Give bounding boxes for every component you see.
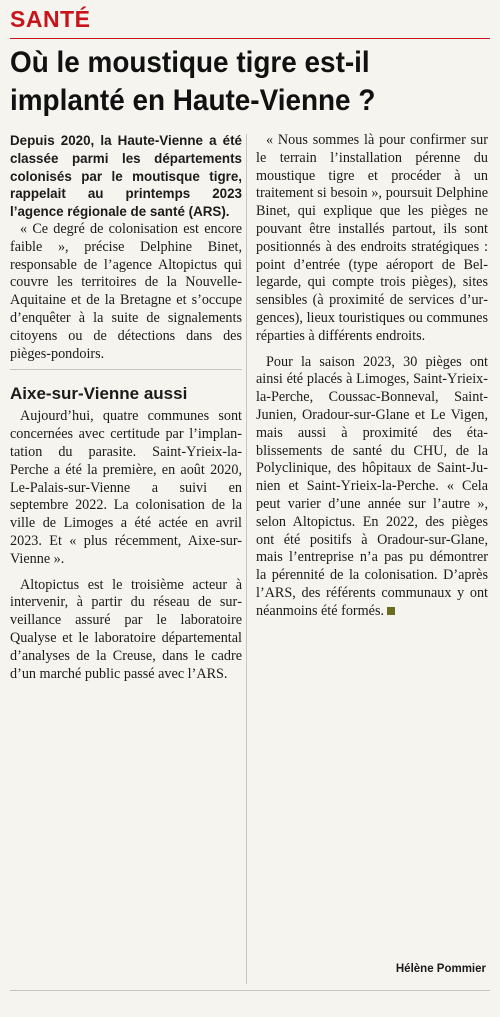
body-paragraph-3: Altopictus est le troisième acteur à intervenir, à partir du réseau de surveillance assuré par le laboratoire Qualyse et le laboratoire départemental d’analyses de la Creuse, dans le cadre d’un marché public passé avec l’ARS.: [10, 576, 242, 682]
body-paragraph-2: Aujourd’hui, quatre communes sont concernées avec certitude par l’implantation du parasite. Saint-Yrieix-la-Perche a été la première, en août 2020, Le-Palais-sur-Vienne a suivi en septembre 2022. La colonisation de la ville de Limoges a été actée en avril 2023. Et « plus récemment, Aixe-sur-Vienne ».: [10, 408, 242, 567]
body-paragraph-5-wrap: [256, 354, 488, 621]
headline-line-1: Où le moustique tigre est-il: [10, 46, 370, 79]
section-rubric: SANTÉ: [10, 6, 91, 32]
column-divider: [246, 134, 247, 984]
lead-paragraph: Depuis 2020, la Haute-Vienne a été classée parmi les départements colonisés par le moutisque tigre, rappelait au printemps 2023 l’agence régionale de santé (ARS).: [10, 133, 242, 220]
body-paragraph-5: Pour la saison 2023, 30 pièges ont ainsi été placés à Limoges, Saint-Yrieix-la-Perche, Coussac-Bonneval, Saint-Junien, Oradour-sur-Glane et Le Vigen, mais aussi à proximité des établissements de santé du CHU, de la Polyclinique, des hôpitaux de Saint-Junien et Saint-Yrieix-la-Perche. « Cela peut varier d’une année sur l’autre », selon Altopictus. En 2022, des pièges ont été positifs à Oradour-sur-Glane, mais l’entreprise n’a pas pu démontrer la pérennité de la colonisation. D’après l’ARS, des référents communaux y ont néanmoins été formés.: [256, 353, 488, 619]
paragraph-spacer: [10, 569, 242, 577]
body-paragraph-4: « Nous sommes là pour confirmer sur le terrain l’installation pérenne du moustique tigre et procéder à un traitement si besoin », poursuit Delphine Binet, qui explique que les pièges ne pouvant être installés partout, ils sont positionnés à des endroits stratégiques : point d’entrée (type aéroport de Bellegarde, qui compte trois pièges), sites sensibles (à proximité de services d’urgences), lieux touristiques ou communes réparties à différents endroits.: [256, 132, 488, 344]
headline-line-2: implanté en Haute-Vienne ?: [10, 84, 376, 117]
paragraph-spacer: [256, 346, 488, 354]
column-left: [10, 132, 242, 683]
end-of-article-square-icon: [387, 607, 395, 615]
headline: [10, 44, 458, 120]
subhead-divider: [10, 369, 242, 370]
column-right: [256, 132, 488, 621]
bottom-divider: [10, 990, 490, 991]
subheading: Aixe-sur-Vienne aussi: [10, 384, 188, 404]
rubric-divider: [10, 38, 490, 39]
body-paragraph-1: « Ce degré de colonisation est encore faible », précise Delphine Binet, responsable de l’agence Altopictus qui couvre les territoires de la Nouvelle-Aquitaine et de la Bretagne et s’occupe d’enquêter à la suite de signalements citoyens ou de détections dans des pièges-pondoirs.: [10, 220, 242, 362]
author-byline: Hélène Pommier: [395, 963, 486, 975]
